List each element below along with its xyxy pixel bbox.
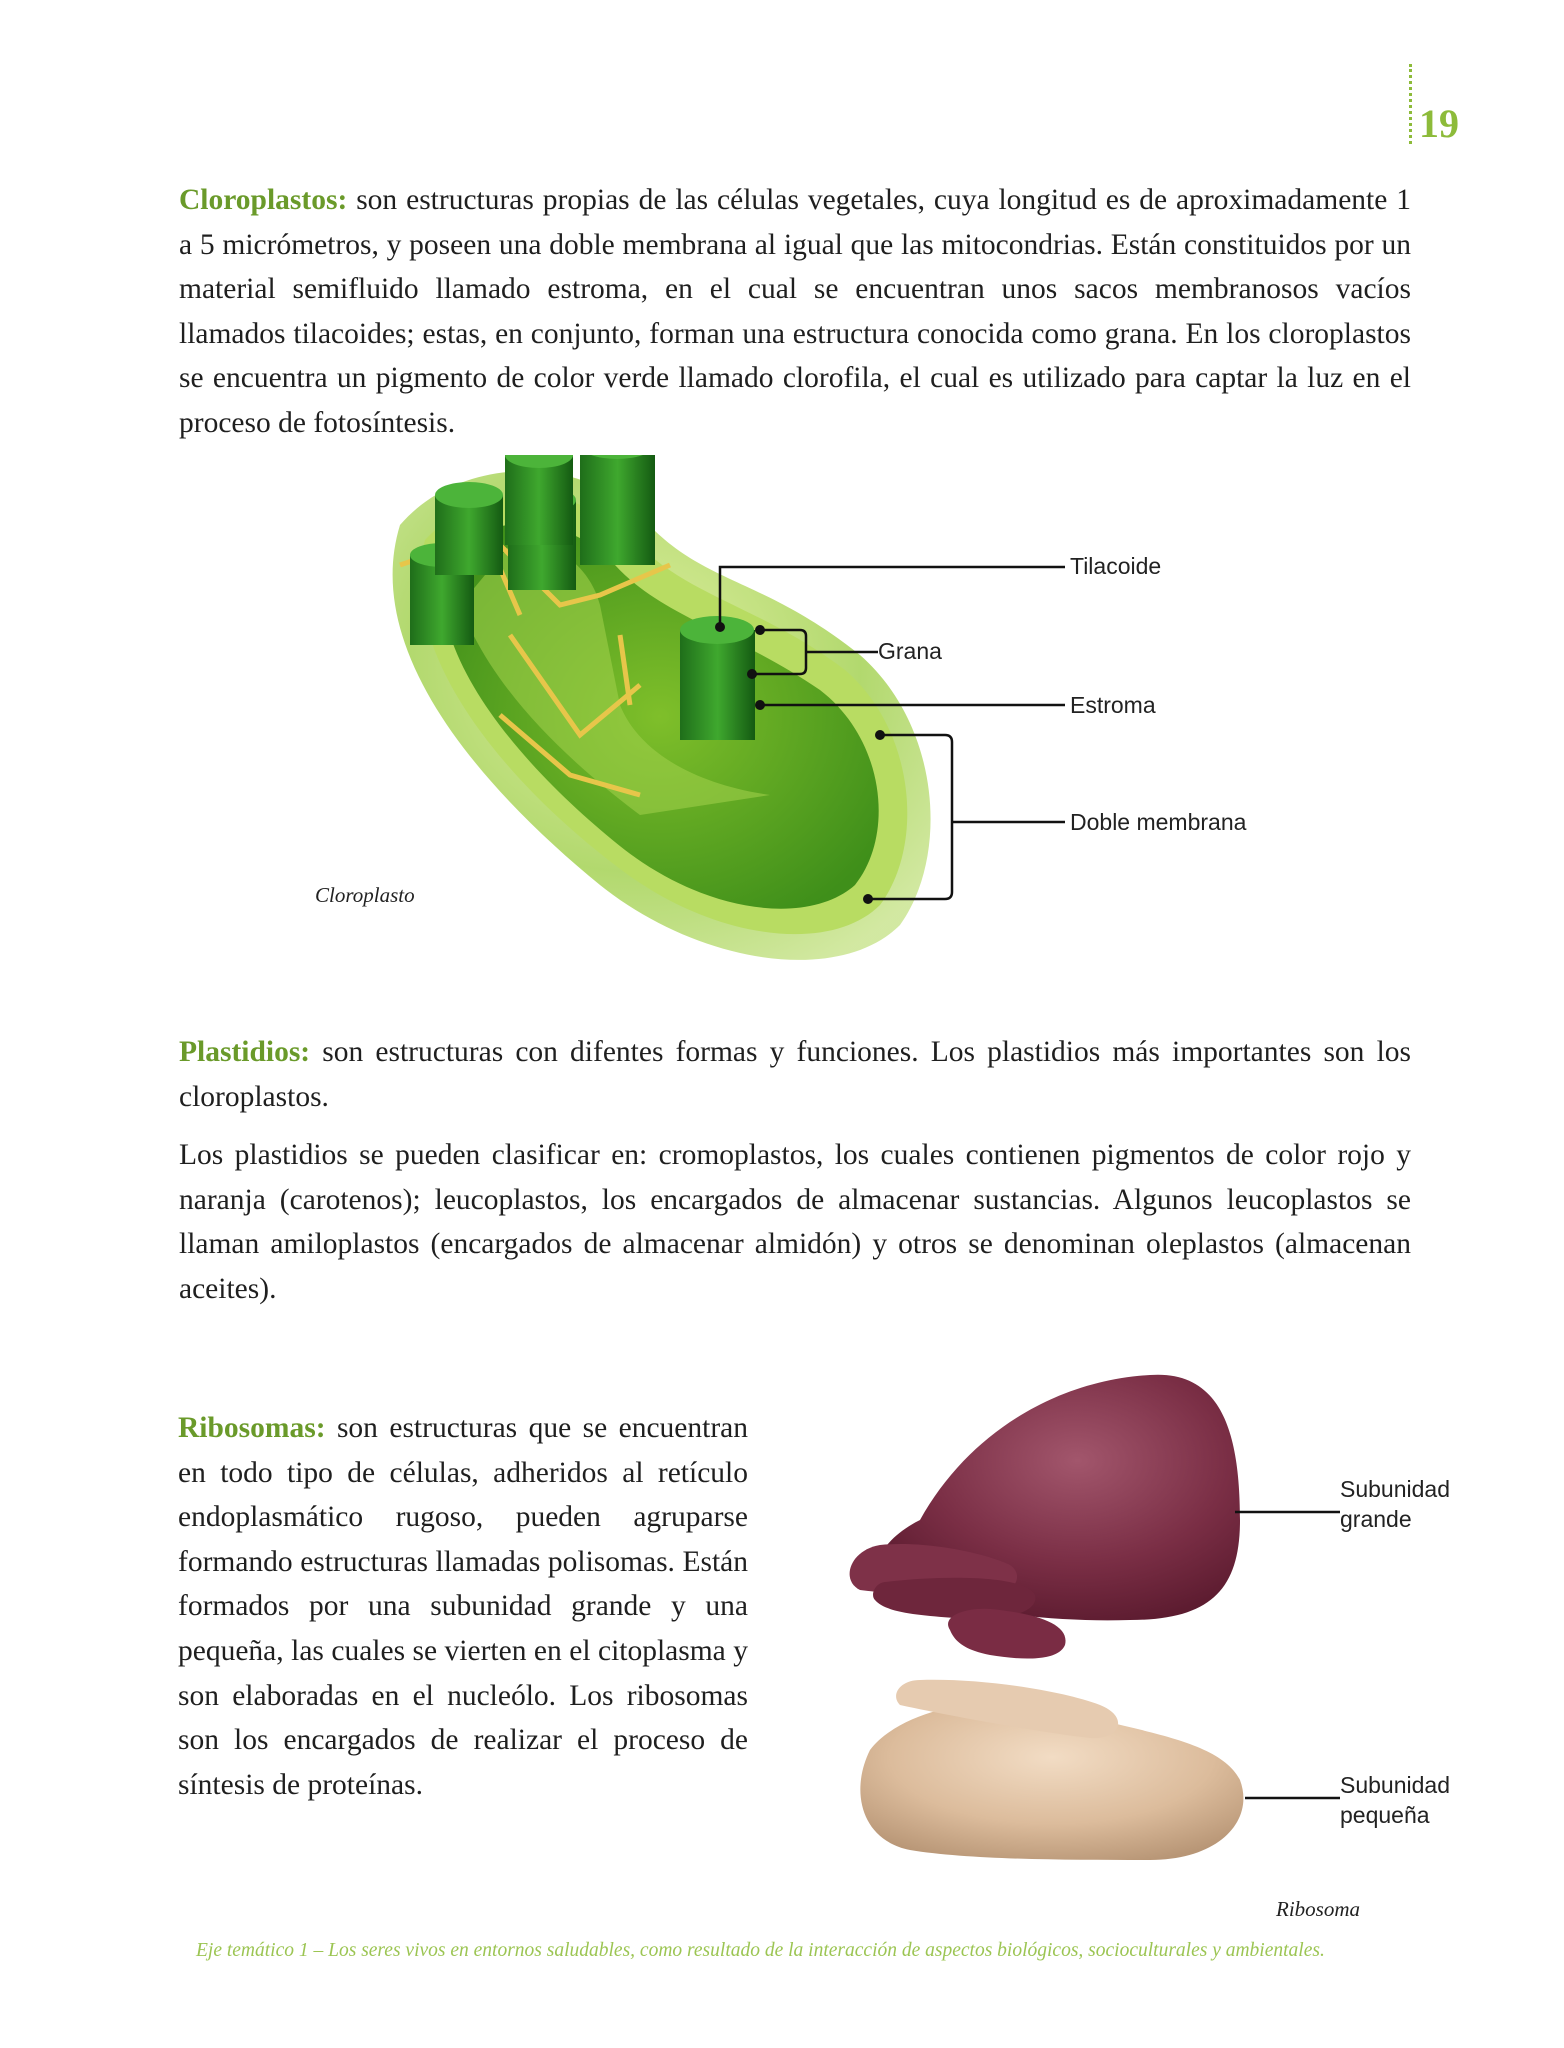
large-subunit (850, 1375, 1240, 1659)
term-plastidios: Plastidios: (179, 1036, 311, 1068)
label-subunidad-pequena-line1: Subunidad (1340, 1772, 1450, 1798)
label-subunidad-grande-line1: Subunidad (1340, 1476, 1450, 1502)
plastidios-text: son estructuras con difentes formas y funciones. Los plastidios más importantes son los cloroplastos. (179, 1036, 1411, 1113)
ribosome-diagram (840, 1360, 1560, 1900)
label-estroma: Estroma (1070, 692, 1156, 718)
figure-caption-ribosoma: Ribosoma (1276, 1897, 1360, 1921)
label-subunidad-grande (1340, 1474, 1450, 1534)
ribosome-leader-lines (1235, 1512, 1340, 1798)
term-ribosomas: Ribosomas: (178, 1412, 326, 1444)
term-cloroplastos: Cloroplastos: (179, 184, 348, 216)
cloroplastos-text: son estructuras propias de las células vegetales, cuya longitud es de aproximadamente 1 a 5 micrómetros, y poseen una doble membrana al igual que las mitocondrias. Están constituidos por un material semifluido llamado estroma, en el cual se encuentran unos sacos membranosos vacíos llamados tilacoides; estas, en conjunto, forman una estructura conocida como grana. En los cloroplastos se encuentra un pigmento de color verde llamado clorofila, el cual es utilizado para captar la luz en el proceso de fotosíntesis. (179, 184, 1411, 439)
chloroplast-diagram (340, 455, 1300, 995)
ribosomas-text: son estructuras que se encuentran en todo tipo de células, adheridos al retículo endoplasmático rugoso, pueden agruparse formando estructuras llamadas polisomas. Están formados por una subunidad grande y una pequeña, las cuales se vierten en el citoplasma y son elaboradas en el nucleólo. Los ribosomas son los encargados de realizar el proceso de síntesis de proteínas. (178, 1412, 748, 1801)
page-number: 19 (1419, 101, 1459, 146)
margin-dotted-rule (1409, 64, 1412, 144)
cloroplastos-paragraph (179, 178, 1411, 446)
plastidios-classification-text: Los plastidios se pueden clasificar en: cromoplastos, los cuales contienen pigmentos de color rojo y naranja (carotenos); leucoplastos, los encargados de almacenar sustancias. Algunos leucoplastos se llaman amiloplastos (encargados de almacenar almidón) y otros se denominan oleplastos (almacenan aceites). (179, 1139, 1411, 1305)
label-subunidad-pequena-line2: pequeña (1340, 1802, 1430, 1828)
label-tilacoide: Tilacoide (1070, 553, 1162, 579)
figure-caption-cloroplasto: Cloroplasto (315, 883, 415, 907)
label-doble-membrana: Doble membrana (1070, 809, 1247, 835)
label-grana: Grana (878, 638, 942, 664)
label-subunidad-grande-line2: grande (1340, 1506, 1412, 1532)
small-subunit (860, 1680, 1243, 1860)
plastidios-paragraph (179, 1030, 1411, 1312)
footer-thematic-axis: Eje temático 1 – Los seres vivos en entornos saludables, como resultado de la interacción de aspectos biológicos, socioculturales y ambientales. (196, 1940, 1325, 1961)
ribosomas-paragraph (178, 1406, 748, 1807)
label-subunidad-pequena (1340, 1770, 1450, 1830)
